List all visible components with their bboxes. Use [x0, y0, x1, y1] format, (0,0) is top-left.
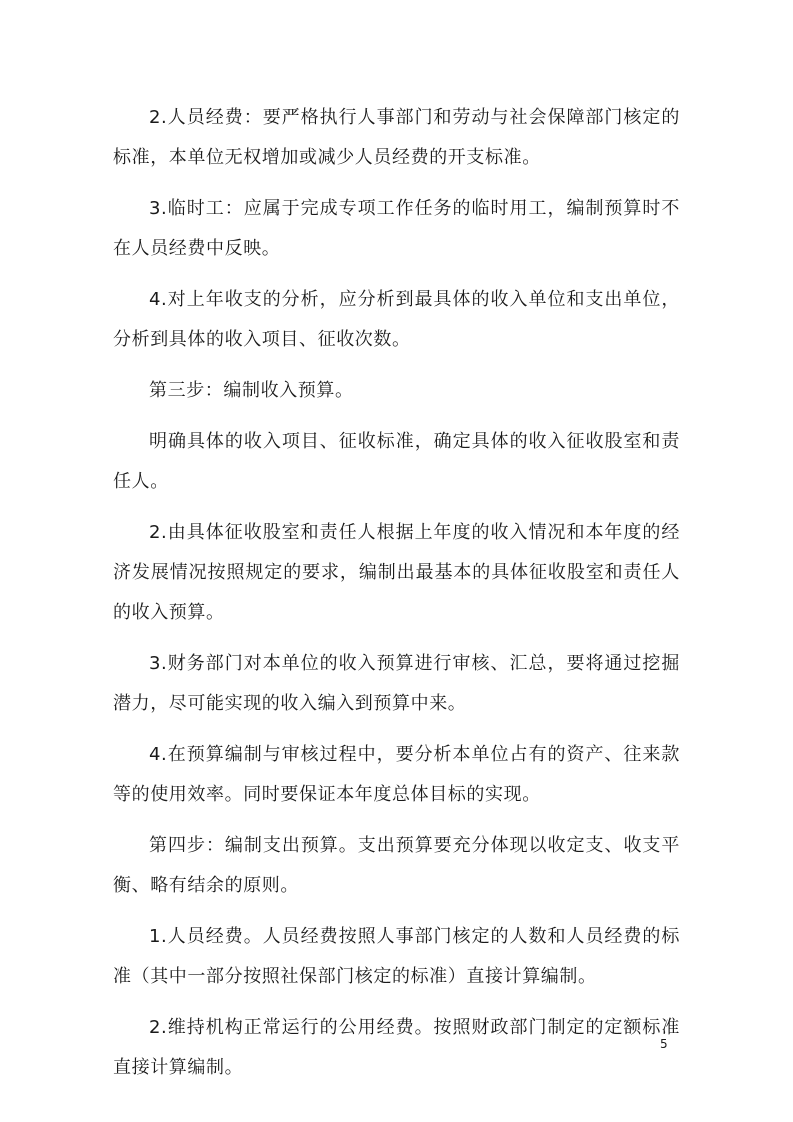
paragraph-temporary-workers: 3.临时工：应属于完成专项工作任务的临时用工，编制预算时不在人员经费中反映。 — [113, 198, 680, 259]
paragraph-step-three-heading: 第三步：编制收入预算。 — [149, 380, 354, 401]
page-number: 5 — [660, 1037, 668, 1051]
paragraph-income-budget-units: 2.由具体征收股室和责任人根据上年度的收入情况和本年度的经济发展情况按照规定的要求，编制出最基本的具体征收股室和责任人的收入预算。 — [113, 522, 680, 623]
paragraph-personnel-budget: 1.人员经费。人员经费按照人事部门核定的人数和人员经费的标准（其中一部分按照社保部门核定的标准）直接计算编制。 — [113, 926, 680, 987]
paragraph-step-four-heading: 第四步：编制支出预算。支出预算要充分体现以收定支、收支平衡、略有结余的原则。 — [113, 835, 680, 896]
paragraph-finance-review: 3.财务部门对本单位的收入预算进行审核、汇总，要将通过挖掘潜力，尽可能实现的收入编入到预算中来。 — [113, 653, 680, 714]
paragraph-personnel-expenses: 2.人员经费：要严格执行人事部门和劳动与社会保障部门核定的标准，本单位无权增加或减少人员经费的开支标准。 — [113, 107, 680, 168]
document-body — [113, 98, 680, 1099]
paragraph-public-expenses: 2.维持机构正常运行的公用经费。按照财政部门制定的定额标准直接计算编制。 — [113, 1017, 680, 1078]
paragraph-asset-efficiency: 4.在预算编制与审核过程中，要分析本单位占有的资产、往来款等的使用效率。同时要保证本年度总体目标的实现。 — [113, 744, 680, 805]
paragraph-income-items: 明确具体的收入项目、征收标准，确定具体的收入征收股室和责任人。 — [113, 431, 680, 492]
paragraph-prior-year-analysis: 4.对上年收支的分析，应分析到最具体的收入单位和支出单位，分析到具体的收入项目、征收次数。 — [113, 289, 680, 350]
